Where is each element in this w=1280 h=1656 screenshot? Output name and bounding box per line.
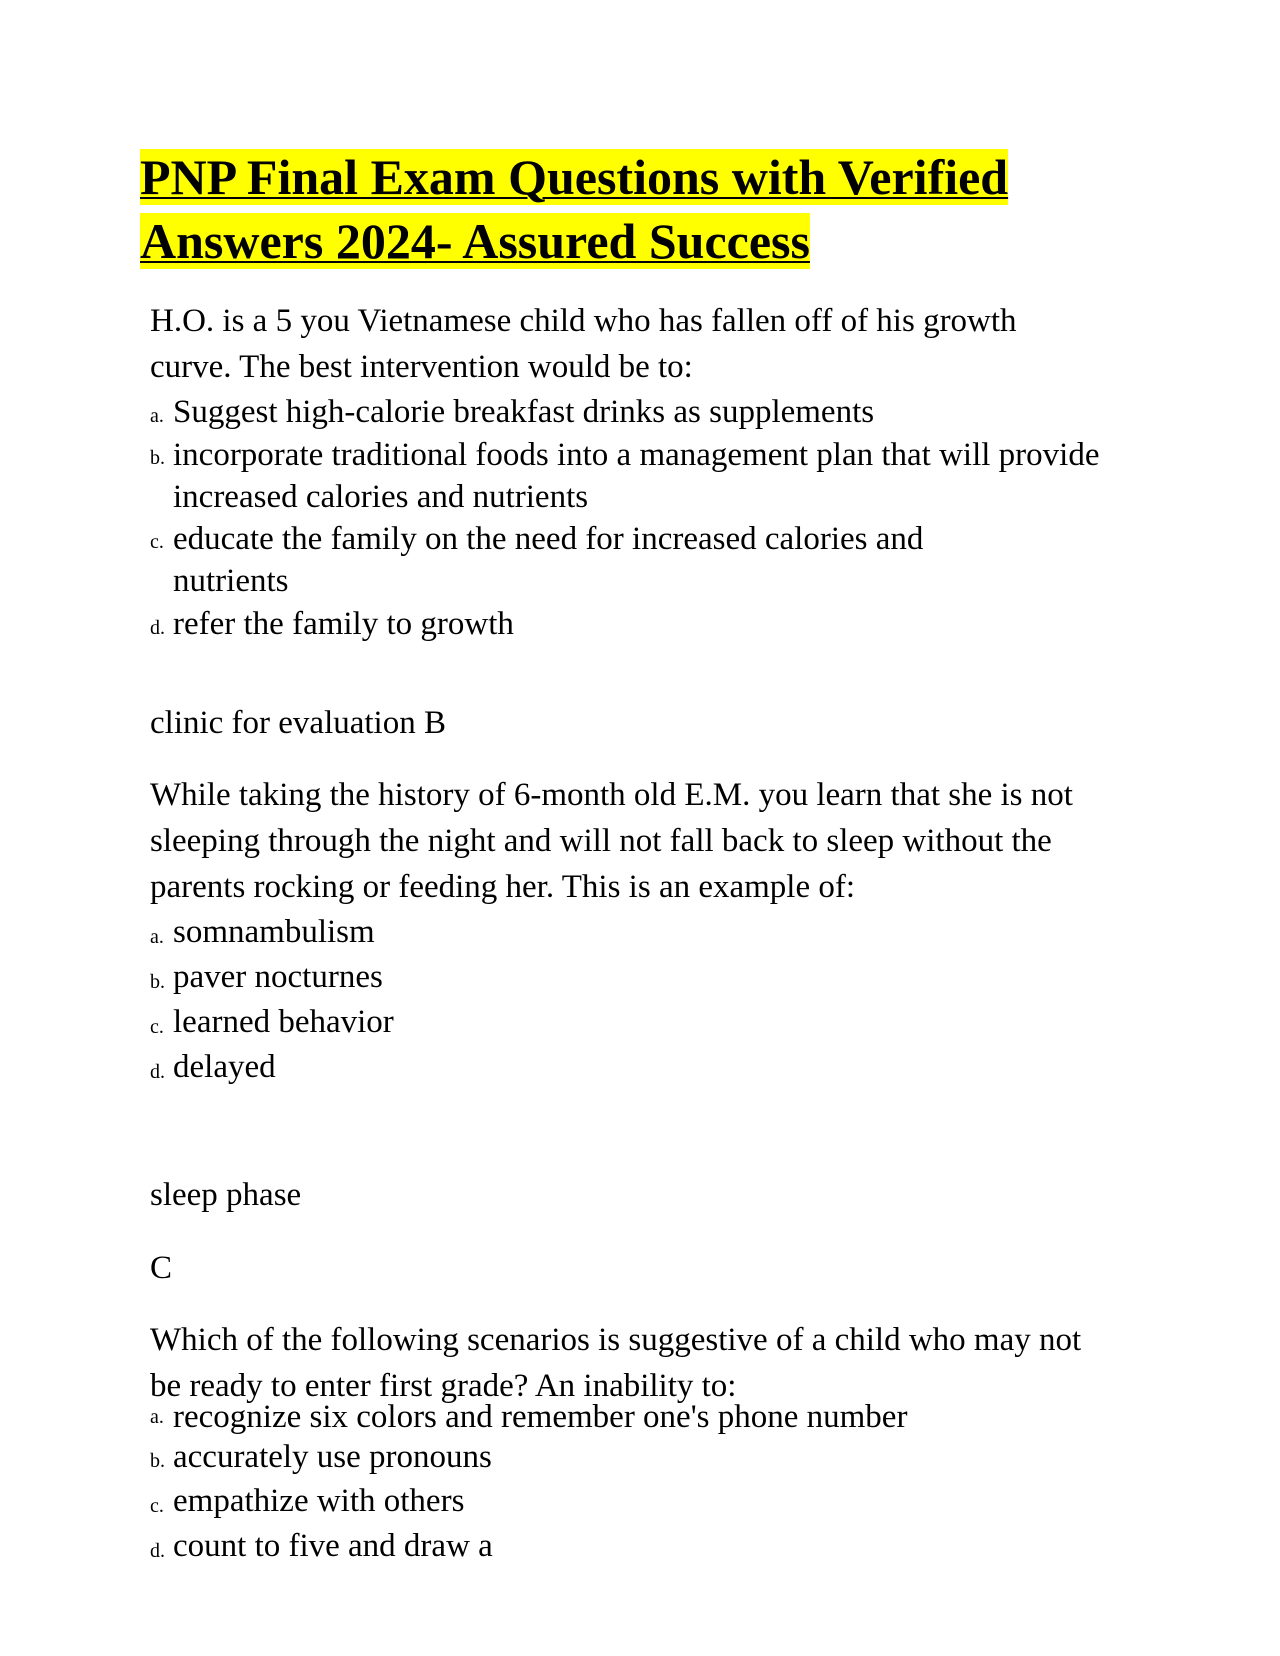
option-marker: b. — [150, 1450, 165, 1472]
option-text: refer the family to growth — [173, 606, 514, 642]
option-marker: c. — [150, 531, 164, 553]
option-text: count to five and draw a — [173, 1528, 493, 1564]
title-line-1: PNP Final Exam Questions with Verified — [140, 149, 1009, 205]
question-3-option-c — [150, 1479, 1130, 1524]
question-2-answer: C — [150, 1250, 173, 1286]
question-1-option-a — [150, 390, 1130, 434]
option-text: delayed — [173, 1049, 276, 1085]
option-text: empathize with others — [173, 1483, 465, 1519]
option-text: paver nocturnes — [173, 959, 383, 995]
option-marker: d. — [150, 617, 165, 639]
question-2 — [150, 772, 1130, 1090]
option-marker: a. — [150, 926, 164, 948]
option-text: learned behavior — [173, 1004, 394, 1040]
question-2-option-d — [150, 1045, 1130, 1090]
question-2-option-b — [150, 955, 1130, 1000]
option-marker: a. — [150, 405, 164, 427]
question-2-option-c — [150, 1000, 1130, 1045]
question-1-option-b — [150, 434, 1130, 518]
option-marker: b. — [150, 447, 165, 469]
option-marker: a. — [150, 1406, 164, 1428]
option-marker: d. — [150, 1061, 165, 1083]
question-2-option-a — [150, 910, 1130, 955]
question-3 — [150, 1317, 1130, 1569]
document-title — [140, 145, 1140, 273]
option-text: Suggest high-calorie breakfast drinks as supplements — [173, 394, 875, 430]
question-1-option-c — [150, 518, 1043, 602]
question-3-text: Which of the following scenarios is suggestive of a child who may not be ready to enter first grade? An inability to: — [150, 1322, 1082, 1404]
option-marker: d. — [150, 1540, 165, 1562]
question-2-text: While taking the history of 6-month old E.M. you learn that she is not sleeping through the night and will not fall back to sleep without the parents rocking or feeding her. This is an example of: — [150, 777, 1073, 905]
option-text: educate the family on the need for increased calories and nutrients — [173, 521, 924, 599]
question-3-option-a — [150, 1399, 1130, 1435]
question-3-option-d — [150, 1524, 1130, 1569]
question-3-option-b — [150, 1435, 1130, 1479]
option-text: incorporate traditional foods into a management plan that will provide increased calories and nutrients — [173, 437, 1100, 515]
option-text: recognize six colors and remember one's phone number — [173, 1399, 908, 1435]
question-1-continuation: clinic for evaluation B — [150, 705, 446, 741]
option-text: somnambulism — [173, 914, 375, 950]
question-1-option-d — [150, 602, 1130, 646]
option-marker: c. — [150, 1495, 164, 1517]
option-marker: c. — [150, 1016, 164, 1038]
question-2-continuation: sleep phase — [150, 1177, 302, 1213]
question-1 — [150, 298, 1130, 646]
option-text: accurately use pronouns — [173, 1439, 492, 1475]
title-line-2: Answers 2024- Assured Success — [140, 213, 810, 269]
option-marker: b. — [150, 971, 165, 993]
question-1-text: H.O. is a 5 you Vietnamese child who has fallen off of his growth curve. The best intervention would be to: — [150, 303, 1017, 385]
